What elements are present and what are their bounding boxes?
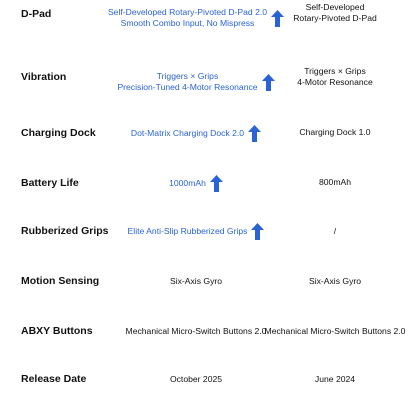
new-value-line: Six-Axis Gyro [169,276,223,286]
arrow-up-icon [210,175,223,192]
old-model-cell [262,2,408,24]
row-label: Vibration [21,71,67,83]
old-value-line: Charging Dock 1.0 [299,127,371,137]
new-value-line: 1000mAh [169,178,206,188]
old-value-line: Six-Axis Gyro [308,276,362,286]
old-value-line: June 2024 [314,374,356,384]
new-value-line: Triggers × Grips [156,71,219,81]
new-value-line: October 2025 [169,374,223,384]
old-value-line: 4-Motor Resonance [297,77,373,87]
old-model-cell [262,127,408,138]
old-value-line: Triggers × Grips [304,66,366,76]
row-label: ABXY Buttons [21,325,93,337]
new-value-line: Elite Anti-Slip Rubberized Grips [127,226,248,236]
row-label: Motion Sensing [21,275,100,287]
old-model-cell [262,226,408,237]
old-model-cell [262,326,408,337]
row-label: Release Date [21,373,87,385]
old-value-line: / [333,226,337,236]
row-label: Rubberized Grips [21,225,109,237]
new-value-line: Smooth Combo Input, No Mispress [120,18,255,28]
old-value-line: Mechanical Micro-Switch Buttons 2.0 [264,326,406,336]
new-value-line: Mechanical Micro-Switch Buttons 2.0 [125,326,267,336]
row-label: D-Pad [21,8,52,20]
old-model-cell [262,177,408,188]
old-value-line: Self-Developed [305,2,365,12]
new-value-line: Dot-Matrix Charging Dock 2.0 [130,128,245,138]
row-label: Charging Dock [21,127,96,139]
old-value-line: 800mAh [318,177,351,187]
new-value-line: Precision-Tuned 4-Motor Resonance [117,82,258,92]
old-value-line: Rotary-Pivoted D-Pad [293,13,377,23]
old-model-cell [262,66,408,88]
new-value-line: Self-Developed Rotary-Pivoted D-Pad 2.0 [107,7,268,17]
old-model-cell [262,276,408,287]
old-model-cell [262,374,408,385]
arrow-up-icon [248,125,261,142]
row-label: Battery Life [21,177,79,189]
